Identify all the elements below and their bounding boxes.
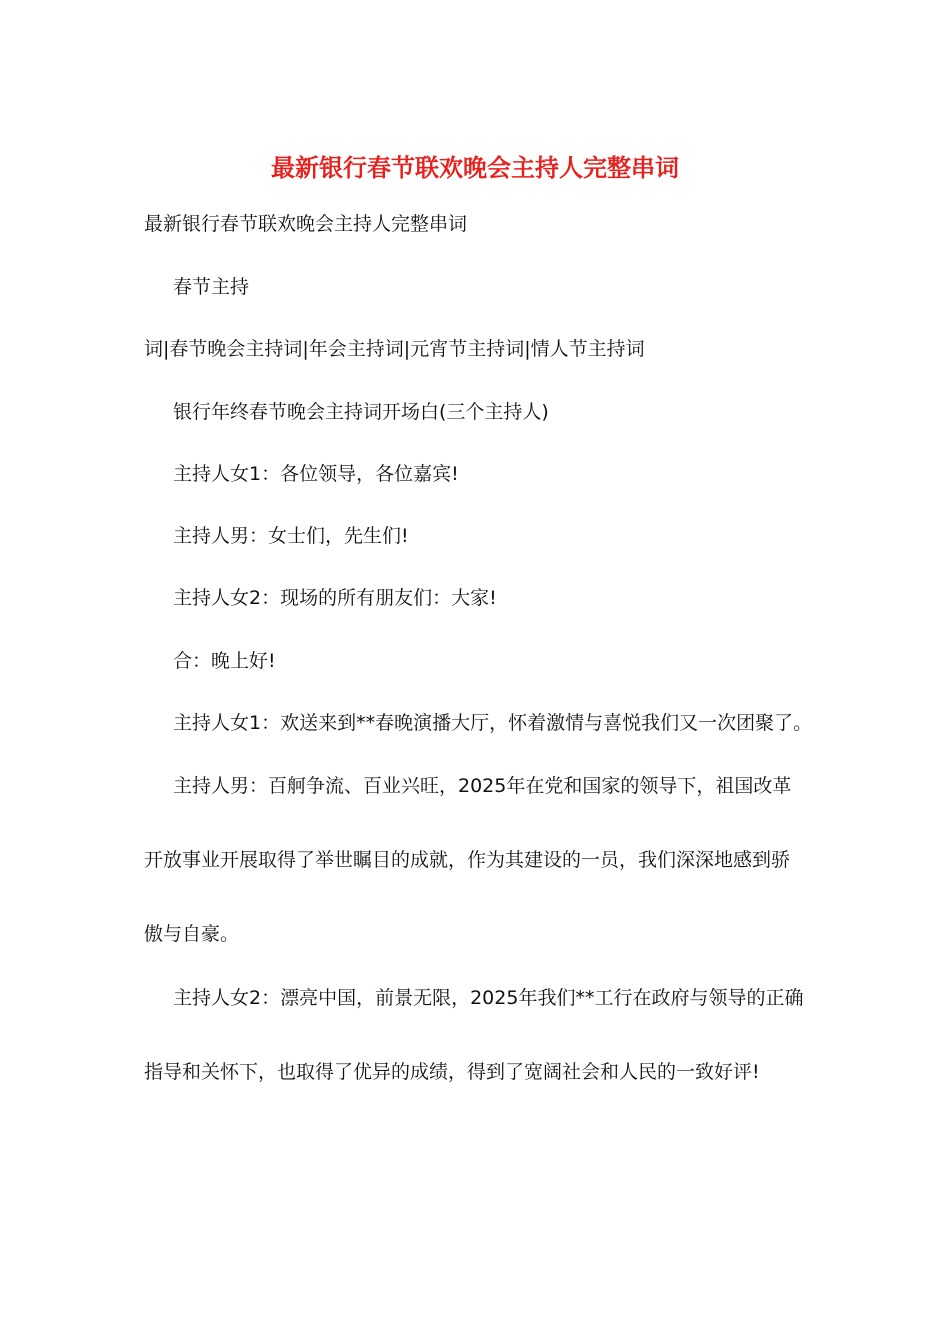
- subtitle-line: 最新银行春节联欢晚会主持人完整串词: [144, 213, 468, 235]
- paragraph-line: 银行年终春节晚会主持词开场白(三个主持人): [173, 401, 549, 423]
- dialogue-continuation: 指导和关怀下，也取得了优异的成绩，得到了宽阔社会和人民的一致好评!: [144, 1061, 760, 1083]
- paragraph-line: 词|春节晚会主持词|年会主持词|元宵节主持词|情人节主持词: [144, 338, 645, 360]
- dialogue-line: 主持人女1：各位领导，各位嘉宾!: [173, 463, 459, 485]
- dialogue-line: 主持人男：女士们，先生们!: [173, 525, 409, 547]
- dialogue-line: 合：晚上好!: [173, 650, 276, 672]
- dialogue-line: 主持人女1：欢送来到**春晚演播大厅，怀着激情与喜悦我们又一次团聚了。: [173, 712, 813, 734]
- paragraph-line: 春节主持: [173, 276, 250, 298]
- dialogue-continuation: 傲与自豪。: [144, 923, 240, 945]
- dialogue-continuation: 开放事业开展取得了举世瞩目的成就，作为其建设的一员，我们深深地感到骄: [144, 849, 791, 871]
- dialogue-line: 主持人男：百舸争流、百业兴旺，2025年在党和国家的领导下，祖国改革: [173, 775, 792, 797]
- document-title: 最新银行春节联欢晚会主持人完整串词: [271, 153, 679, 182]
- dialogue-line: 主持人女2：漂亮中国，前景无限，2025年我们**工行在政府与领导的正确: [173, 987, 804, 1009]
- dialogue-line: 主持人女2：现场的所有朋友们：大家!: [173, 587, 497, 609]
